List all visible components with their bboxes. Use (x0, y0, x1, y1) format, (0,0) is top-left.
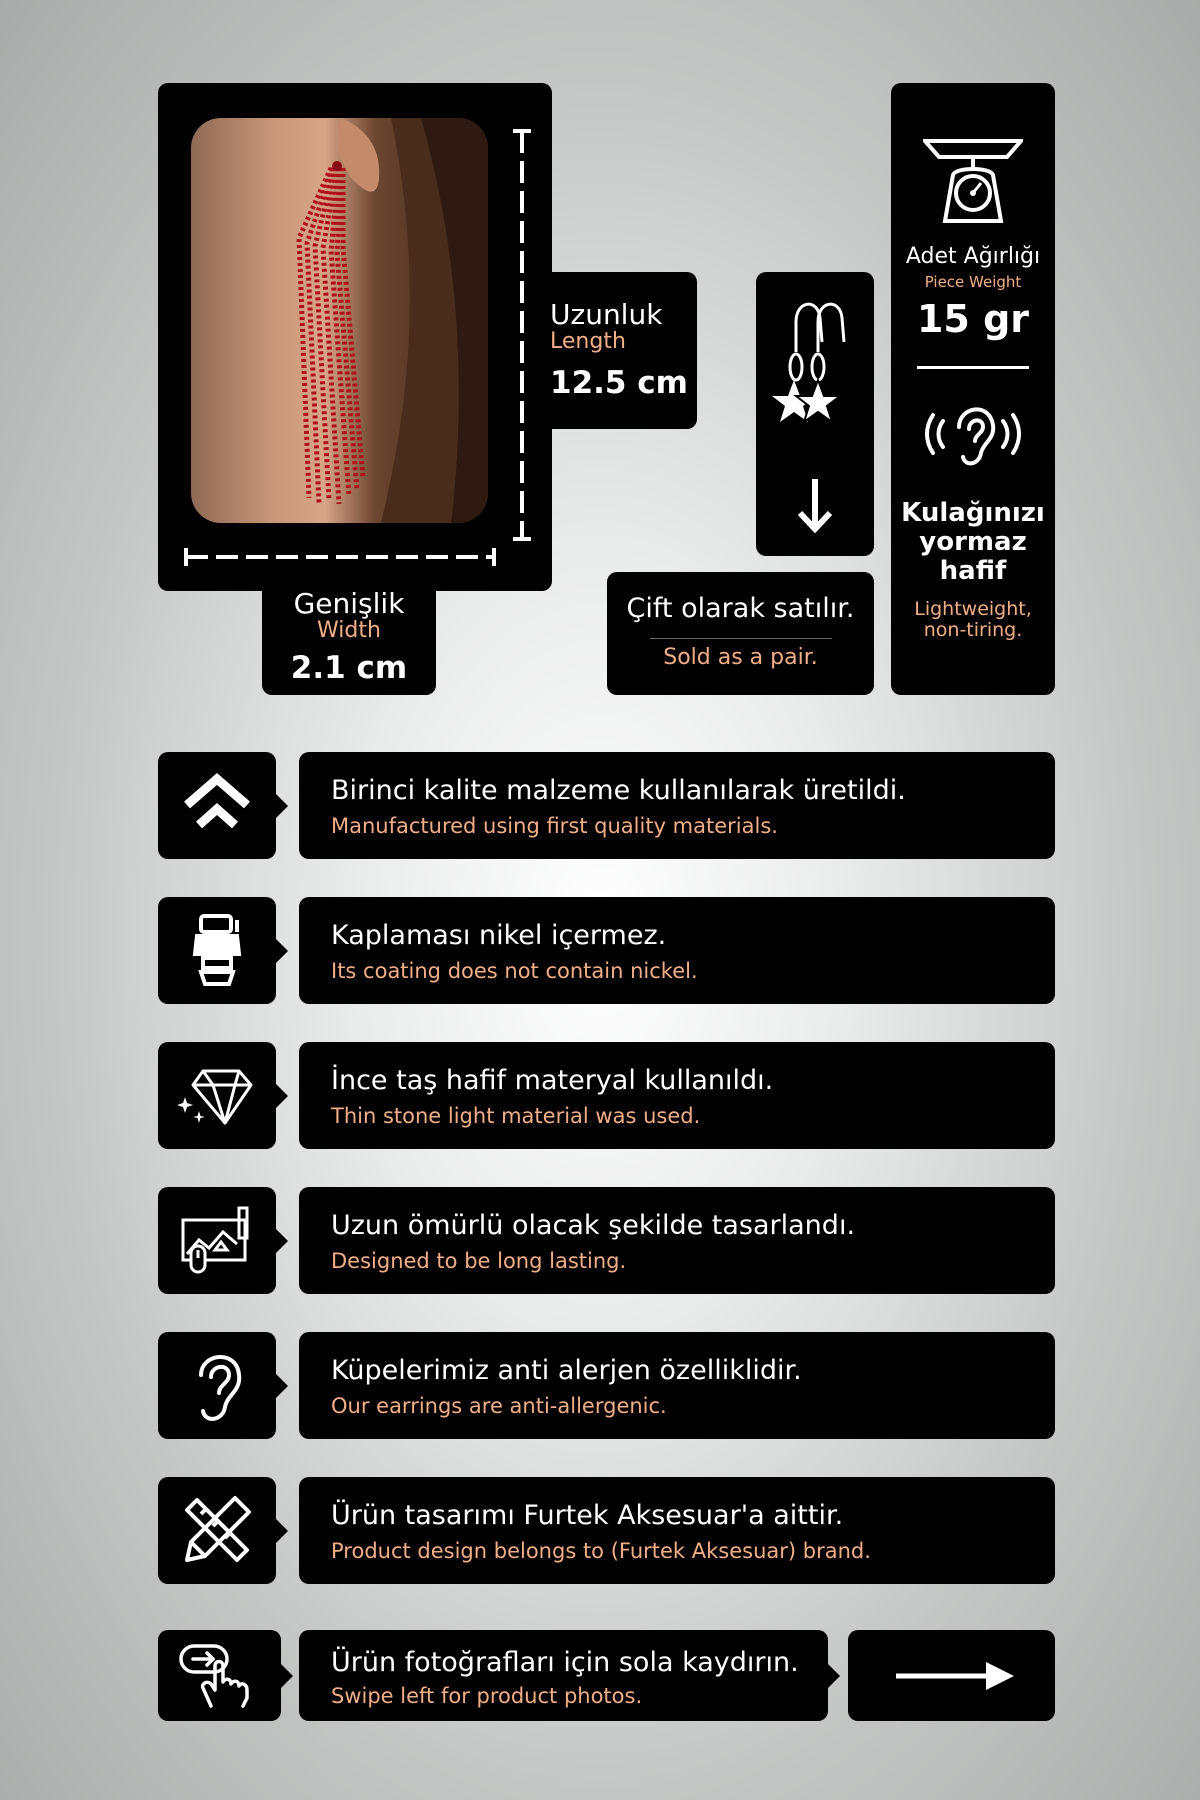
feature-title: Uzun ömürlü olacak şekilde tasarlandı. (331, 1210, 856, 1241)
feature-icon-box (158, 1332, 276, 1439)
feature-icon-box (158, 1187, 276, 1294)
feature-row (299, 1630, 828, 1721)
pencil-ruler-icon (177, 1490, 257, 1570)
right-arrow-icon (894, 1658, 1016, 1694)
ear-icon (177, 1345, 257, 1425)
feature-subtitle: Its coating does not contain nickel. (331, 959, 698, 983)
feature-title: Küpelerimiz anti alerjen özelliklidir. (331, 1355, 802, 1386)
pair-text-box (607, 572, 874, 695)
pair-divider (650, 638, 832, 639)
product-photo-panel (158, 83, 552, 591)
weight-subtitle: Piece Weight (924, 273, 1022, 291)
weight-value: 15 gr (916, 297, 1030, 341)
feature-subtitle: Our earrings are anti-allergenic. (331, 1394, 667, 1418)
design-board-icon (177, 1200, 257, 1280)
feature-row (299, 1332, 1055, 1439)
length-dimension-line (510, 129, 534, 541)
ear-sound-icon (923, 395, 1023, 475)
next-photo-button[interactable] (848, 1630, 1055, 1721)
feature-row (299, 1477, 1055, 1584)
width-label-box (262, 588, 436, 695)
earring-illustration (191, 118, 488, 523)
comfort-line-2: yormaz (919, 527, 1027, 557)
feature-title: Ürün tasarımı Furtek Aksesuar'a aittir. (331, 1500, 844, 1531)
weight-divider (917, 366, 1029, 369)
feature-title: Kaplaması nikel içermez. (331, 920, 667, 951)
feature-title: Ürün fotoğrafları için sola kaydırın. (331, 1647, 799, 1678)
width-dimension-line (184, 545, 496, 569)
pair-title: Çift olarak satılır. (626, 593, 855, 624)
comfort-line-1: Kulağınızı (901, 498, 1045, 528)
star-earrings-icon (770, 292, 860, 462)
weight-panel (891, 83, 1055, 695)
weight-title: Adet Ağırlığı (905, 244, 1041, 269)
feature-subtitle: Designed to be long lasting. (331, 1249, 627, 1273)
feature-row (299, 1187, 1055, 1294)
feature-icon-box (158, 1477, 276, 1584)
feature-row (299, 897, 1055, 1004)
comfort-subtitle-1: Lightweight, (914, 598, 1032, 620)
quality-chevrons-icon (177, 765, 257, 845)
feature-title: İnce taş hafif materyal kullanıldı. (331, 1065, 774, 1096)
earring-photo (191, 118, 488, 523)
coating-tool-icon (177, 910, 257, 990)
feature-icon-box (158, 1042, 276, 1149)
length-title: Uzunluk (550, 298, 663, 331)
diamond-icon (177, 1055, 257, 1135)
down-arrow-icon (796, 477, 834, 535)
width-subtitle: Width (317, 618, 381, 643)
comfort-subtitle-2: non-tiring. (923, 619, 1023, 641)
length-subtitle: Length (550, 329, 626, 354)
length-value: 12.5 cm (550, 365, 688, 401)
width-title: Genişlik (293, 587, 405, 620)
pair-icon-box (756, 272, 874, 556)
width-value: 2.1 cm (290, 650, 408, 686)
feature-subtitle: Thin stone light material was used. (331, 1104, 701, 1128)
comfort-line-3: hafif (939, 556, 1007, 586)
feature-subtitle: Manufactured using first quality materials. (331, 814, 778, 838)
length-label-box (550, 272, 697, 429)
pair-subtitle: Sold as a pair. (663, 645, 818, 670)
feature-icon-box (158, 897, 276, 1004)
feature-subtitle: Product design belongs to (Furtek Aksesuar) brand. (331, 1539, 871, 1563)
feature-title: Birinci kalite malzeme kullanılarak üretildi. (331, 775, 906, 806)
feature-row (299, 1042, 1055, 1149)
feature-subtitle: Swipe left for product photos. (331, 1684, 643, 1708)
feature-icon-box (158, 1630, 281, 1721)
swipe-hand-icon (177, 1640, 257, 1710)
scale-icon (923, 133, 1023, 229)
feature-row (299, 752, 1055, 859)
feature-icon-box (158, 752, 276, 859)
